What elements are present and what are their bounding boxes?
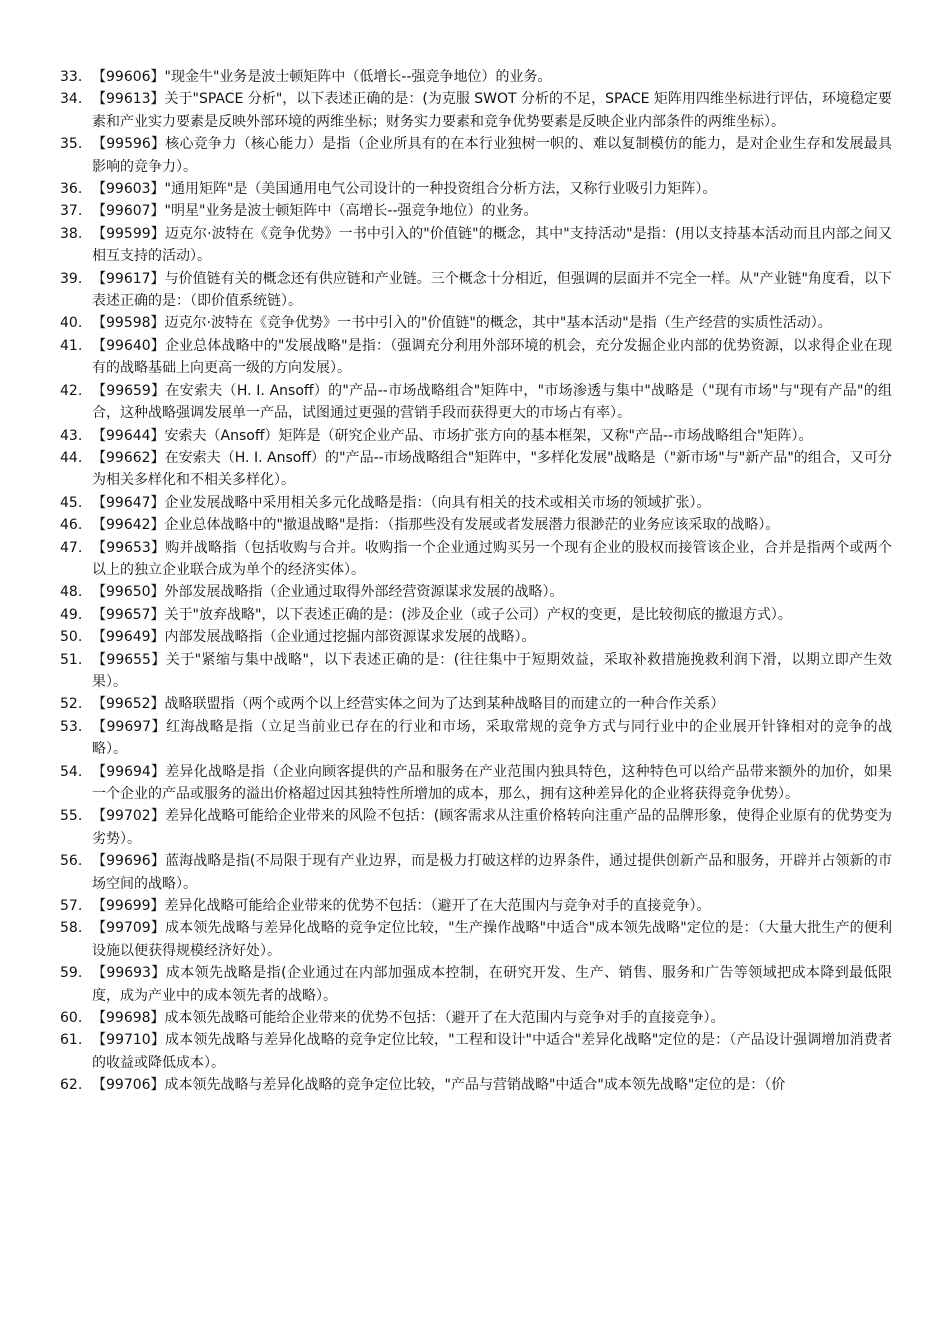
item-number: 51.	[60, 651, 83, 668]
item-number: 53.	[60, 718, 83, 735]
item-text: 【99696】蓝海战略是指(不局限于现有产业边界，而是极力打破这样的边界条件，通过提供创新产品和服务，开辟并占领新的市场空间的战略）。	[92, 853, 892, 892]
item-text: 【99657】关于"放弃战略"，以下表述正确的是：(涉及企业（或子公司）产权的变更，是比较彻底的撤退方式）。	[92, 606, 792, 623]
item-text: 【99706】成本领先战略与差异化战略的竞争定位比较，"产品与营销战略"中适合"成本领先战略"定位的是：（价	[92, 1077, 786, 1094]
list-item	[60, 761, 892, 806]
list-item	[60, 223, 892, 268]
list-item	[60, 604, 892, 626]
list-item	[60, 626, 892, 648]
item-number: 37.	[60, 203, 83, 220]
item-number: 56.	[60, 853, 83, 870]
item-number: 62.	[60, 1077, 83, 1094]
item-number: 44.	[60, 449, 83, 466]
item-text: 【99699】差异化战略可能给企业带来的优势不包括：（避开了在大范围内与竞争对手的直接竞争）。	[92, 898, 711, 915]
item-number: 57.	[60, 898, 83, 915]
item-text: 【99698】成本领先战略可能给企业带来的优势不包括：（避开了在大范围内与竞争对手的直接竞争）。	[92, 1010, 725, 1027]
item-text: 【99599】迈克尔·波特在《竞争优势》一书中引入的"价值链"的概念，其中"支持活动"是指：(用以支持基本活动而且内部之间又相互支持的活动）。	[92, 225, 892, 265]
item-number: 34.	[60, 91, 83, 108]
item-text: 【99649】内部发展战略指（企业通过挖掘内部资源谋求发展的战略）。	[92, 629, 536, 646]
item-number: 49.	[60, 606, 83, 623]
item-text: 【99694】差异化战略是指（企业向顾客提供的产品和服务在产业范围内独具特色，这种特色可以给产品带来额外的加价，如果一个企业的产品或服务的溢出价格超过因其独特性所增加的成本，那么，拥有这种差异化的企业将获得竞争优势）。	[92, 763, 892, 802]
list-item	[60, 537, 892, 582]
item-number: 33.	[60, 69, 83, 85]
item-text: 【99702】差异化战略可能给企业带来的风险不包括：(顾客需求从注重价格转向注重产品的品牌形象，使得企业原有的优势变为劣势）。	[92, 808, 892, 847]
list-item	[60, 312, 892, 334]
item-text: 【99598】迈克尔·波特在《竞争优势》一书中引入的"价值链"的概念，其中"基本活动"是指（生产经营的实质性活动）。	[92, 315, 832, 332]
list-item	[60, 514, 892, 536]
item-number: 42.	[60, 382, 83, 399]
list-item	[60, 1007, 892, 1029]
list-item	[60, 200, 892, 222]
item-number: 50.	[60, 629, 83, 646]
item-text: 【99607】"明星"业务是波士顿矩阵中（高增长--强竞争地位）的业务。	[92, 203, 538, 220]
item-text: 【99653】购并战略指（包括收购与合并。收购指一个企业通过购买另一个现有企业的股权而接管该企业，合并是指两个或两个以上的独立企业联合成为单个的经济实体）。	[92, 539, 892, 578]
item-number: 48.	[60, 584, 83, 601]
item-number: 59.	[60, 965, 83, 982]
item-text: 【99709】成本领先战略与差异化战略的竞争定位比较，"生产操作战略"中适合"成本领先战略"定位的是：（大量大批生产的便利设施以便获得规模经济好处）。	[92, 920, 892, 959]
list-item	[60, 1074, 892, 1096]
item-number: 36.	[60, 181, 83, 198]
item-text: 【99652】战略联盟指（两个或两个以上经营实体之间为了达到某种战略目的而建立的一种合作关系）	[92, 696, 725, 713]
item-text: 【99655】关于"紧缩与集中战略"，以下表述正确的是：(往往集中于短期效益，采取补救措施挽救利润下滑，以期立即产生效果）。	[92, 651, 892, 690]
item-text: 【99662】在安索夫（H. I. Ansoff）的"产品--市场战略组合"矩阵中，"多样化发展"战略是（"新市场"与"新产品"的组合，又可分为相关多样化和不相关多样化）。	[92, 449, 892, 489]
item-number: 43.	[60, 427, 83, 444]
item-text: 【99647】企业发展战略中采用相关多元化战略是指：（向具有相关的技术或相关市场的领域扩张）。	[92, 494, 711, 511]
list-item	[60, 716, 892, 761]
list-item	[60, 917, 892, 962]
list-item	[60, 178, 892, 200]
item-text: 【99613】关于"SPACE 分析"，以下表述正确的是：(为克服 SWOT 分析的不足，SPACE 矩阵用四维坐标进行评估，环境稳定要素和产业实力要素是反映外部环境的两维坐标；财务实力要素和竞争优势要素是反映企业内部条件的两维坐标）。	[92, 91, 892, 130]
item-number: 38.	[60, 225, 83, 242]
list-item	[60, 805, 892, 850]
item-number: 60.	[60, 1010, 83, 1027]
item-number: 41.	[60, 337, 83, 354]
item-number: 55.	[60, 808, 83, 825]
item-number: 46.	[60, 517, 83, 534]
list-item	[60, 649, 892, 694]
list-item	[60, 850, 892, 895]
list-item	[60, 895, 892, 917]
item-number: 54.	[60, 763, 83, 780]
item-text: 【99659】在安索夫（H. I. Ansoff）的"产品--市场战略组合"矩阵中，"市场渗透与集中"战略是（"现有市场"与"现有产品"的组合，这种战略强调发展单一产品，试图通过更强的营销手段而获得更大的市场占有率）。	[92, 382, 892, 422]
item-text: 【99617】与价值链有关的概念还有供应链和产业链。三个概念十分相近，但强调的层面并不完全一样。从"产业链"角度看，以下表述正确的是：（即价值系统链）。	[92, 270, 892, 310]
item-number: 58.	[60, 920, 83, 937]
item-text: 【99640】企业总体战略中的"发展战略"是指：（强调充分利用外部环境的机会，充分发掘企业内部的优势资源，以求得企业在现有的战略基础上向更高一级的方向发展）。	[92, 337, 892, 377]
item-number: 45.	[60, 494, 83, 511]
item-text: 【99710】成本领先战略与差异化战略的竞争定位比较，"工程和设计"中适合"差异化战略"定位的是：（产品设计强调增加消费者的收益或降低成本）。	[92, 1032, 892, 1071]
list-item	[60, 268, 892, 313]
item-number: 39.	[60, 270, 83, 287]
list-item	[60, 581, 892, 603]
list-item	[60, 492, 892, 514]
list-item	[60, 693, 892, 715]
item-text: 【99603】"通用矩阵"是（美国通用电气公司设计的一种投资组合分析方法，又称行业吸引力矩阵）。	[92, 181, 717, 198]
item-text: 【99606】"现金牛"业务是波士顿矩阵中（低增长--强竞争地位）的业务。	[92, 69, 552, 85]
item-number: 35.	[60, 136, 83, 153]
list-item	[60, 425, 892, 447]
item-number: 40.	[60, 315, 83, 332]
list-item	[60, 88, 892, 133]
item-number: 52.	[60, 696, 83, 713]
list-item	[60, 447, 892, 492]
item-text: 【99596】核心竞争力（核心能力）是指（企业所具有的在本行业独树一帜的、难以复制模仿的能力，是对企业生存和发展最具影响的竞争力）。	[92, 136, 892, 175]
item-number: 47.	[60, 539, 83, 556]
list-item	[60, 66, 892, 88]
list-item	[60, 962, 892, 1007]
item-number: 61.	[60, 1032, 83, 1049]
item-text: 【99644】安索夫（Ansoff）矩阵是（研究企业产品、市场扩张方向的基本框架，又称"产品--市场战略组合"矩阵）。	[92, 427, 813, 444]
list-item	[60, 133, 892, 178]
item-text: 【99642】企业总体战略中的"撤退战略"是指：（指那些没有发展或者发展潜力很渺茫的业务应该采取的战略）。	[92, 517, 780, 534]
item-text: 【99650】外部发展战略指（企业通过取得外部经营资源谋求发展的战略）。	[92, 584, 564, 601]
item-text: 【99693】成本领先战略是指(企业通过在内部加强成本控制，在研究开发、生产、销售、服务和广告等领域把成本降到最低限度，成为产业中的成本领先者的战略）。	[92, 965, 892, 1004]
item-text: 【99697】红海战略是指（立足当前业已存在的行业和市场，采取常规的竞争方式与同行业中的企业展开针锋相对的竞争的战略）。	[92, 718, 892, 758]
list-item	[60, 335, 892, 380]
list-item	[60, 1029, 892, 1074]
list-item	[60, 380, 892, 425]
